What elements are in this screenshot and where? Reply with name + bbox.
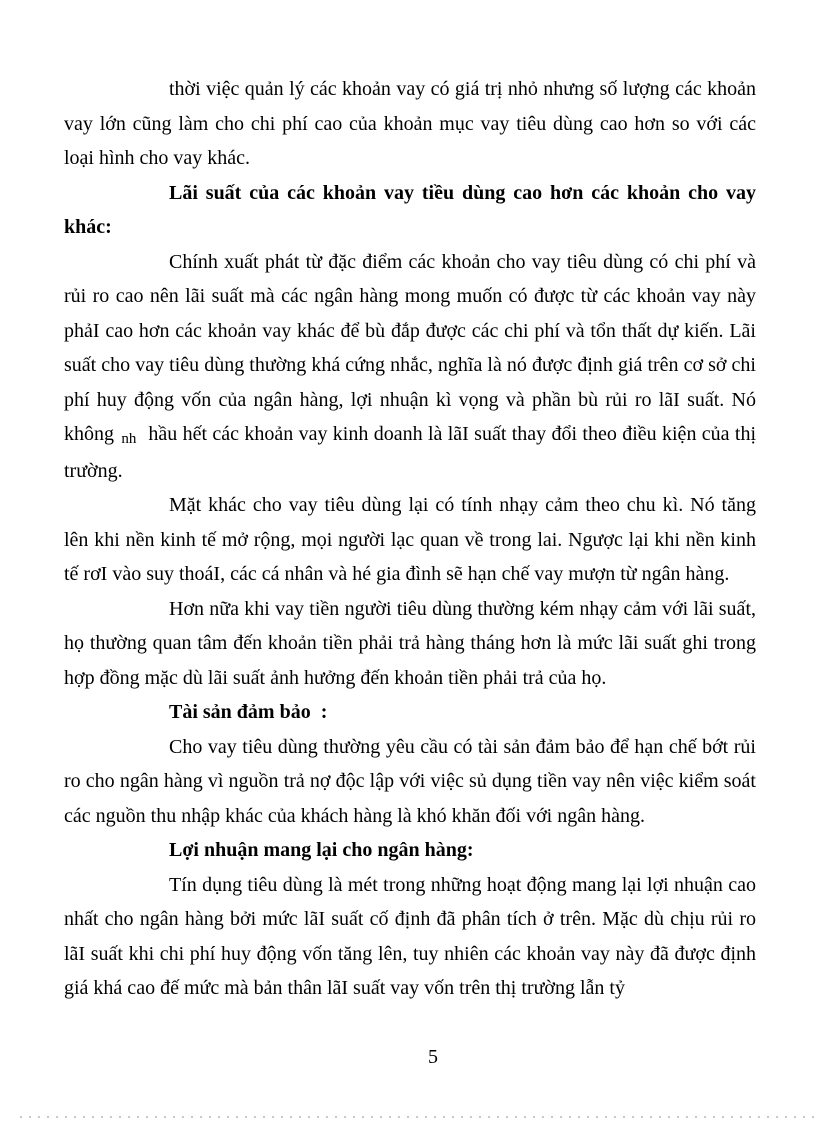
section-heading-profit: Lợi nhuận mang lại cho ngân hàng:	[169, 839, 474, 861]
paragraph-cyclical-sensitivity: Mặt khác cho vay tiêu dùng lại có tính nhạy cảm theo chu kì. Nó tăng lên khi nền kinh tế mở rộng, mọi người lạc quan về trong lai. Ngược lại khi nền kinh tế rơI vào suy thoáI, các cá nhân và hé gia đình sẽ hạn chế vay mượn từ ngân hàng.	[64, 494, 756, 585]
section-heading-interest-rate: Lãi suất của các khoản vay tiều dùng cao hơn các khoản cho vay khác:	[64, 181, 756, 238]
paragraph-interest-rate	[64, 245, 756, 489]
paragraph-profit: Tín dụng tiêu dùng là mét trong những hoạt động mang lại lợi nhuận cao nhất cho ngân hàng bởi mức lãI suất cố định đã phân tích ở trên. Mặc dù chịu rủi ro lãI suất khi chi phí huy động vốn tăng lên, tuy nhiên các khoản vay này đã được định giá khá cao đế mức mà bản thân lãI suất vay vốn trên thị trường lẫn tỷ	[64, 873, 756, 999]
subscript-text: nh	[121, 431, 137, 447]
paragraph-intro-continuation: thời việc quản lý các khoản vay có giá trị nhỏ nhưng số lượng các khoản vay lớn cũng làm cho chi phí cao của khoản mục vay tiêu dùng cao hơn so với các loại hình cho vay khác.	[64, 78, 756, 169]
page-body-text	[64, 72, 756, 1006]
section-heading-collateral: Tài sản đảm bảo :	[169, 701, 328, 723]
paragraph-text: hầu hết các khoản vay kinh doanh là lãI suất thay đổi theo điều kiện của thị trường.	[64, 423, 757, 482]
paragraph-rate-sensitivity: Hơn nữa khi vay tiền người tiêu dùng thường kém nhạy cảm với lãi suất, họ thường quan tâm đến khoản tiền phải trả hàng tháng hơn là mức lãi suất ghi trong hợp đồng mặc dù lãi suất ảnh hưởng đến khoản tiền phải trả của họ.	[64, 597, 756, 689]
page-footer	[0, 1046, 816, 1069]
page-edge-dotted-line	[20, 1116, 816, 1118]
paragraph-collateral: Cho vay tiêu dùng thường yêu cầu có tài sản đảm bảo để hạn chế bớt rủi ro cho ngân hàng vì nguồn trả nợ độc lập với việc sủ dụng tiền vay nên việc kiểm soát các nguồn thu nhập khác của khách hàng là khó khăn đối với ngân hàng.	[64, 735, 756, 827]
page-number: 5	[428, 1046, 438, 1068]
paragraph-text: Chính xuất phát từ đặc điểm các khoản cho vay tiêu dùng có chi phí và rủi ro cao nên lãi suất mà các ngân hàng mong muốn có được từ các khoản vay này phảI cao hơn các khoản vay khác để bù đắp được các chi phí và tổn thất dự kiến. Lãi suất cho vay tiêu dùng thường khá cứng nhắc, nghĩa là nó được định giá trên cơ sở chi phí huy động vốn của ngân hàng, lợi nhuận kì vọng và phần bù rủi ro lãI suất. Nó không	[64, 250, 756, 445]
